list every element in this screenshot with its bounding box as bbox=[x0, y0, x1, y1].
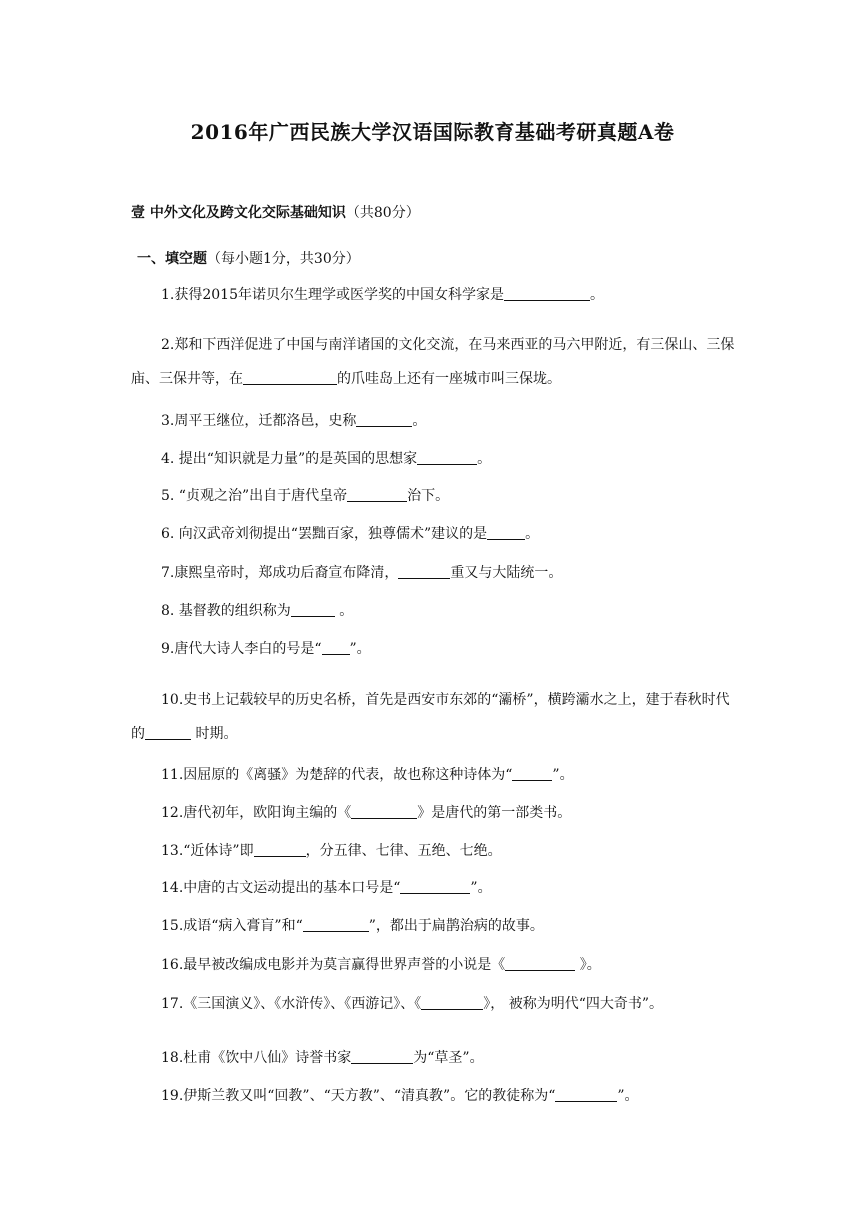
question-text-tail: ”。 bbox=[552, 767, 574, 783]
question-text-tail: 重又与大陆统一。 bbox=[450, 565, 563, 581]
answer-blank bbox=[400, 879, 470, 894]
question-text: 17.《三国演义》、《水浒传》、《西游记》、《 bbox=[161, 996, 422, 1012]
question-text: 15.成语“病入膏肓”和“ bbox=[161, 918, 303, 934]
answer-blank bbox=[351, 804, 417, 819]
question-text: 2.郑和下西洋促进了中国与南洋诸国的文化交流，在马来西亚的马六甲附近，有三保山、三保庙、三保井等，在 bbox=[131, 337, 735, 387]
answer-blank bbox=[303, 917, 369, 932]
question-text: 6. 向汉武帝刘彻提出“罢黜百家，独尊儒术”建议的是 bbox=[161, 526, 488, 542]
question-text-tail: 》是唐代的第一部类书。 bbox=[417, 805, 572, 821]
question-14 bbox=[131, 877, 736, 899]
question-text: 19.伊斯兰教又叫“回教”、“天方教”、“清真教”。它的教徒称为“ bbox=[161, 1088, 556, 1104]
question-1 bbox=[131, 284, 736, 306]
answer-blank bbox=[356, 412, 412, 427]
section-heading bbox=[131, 202, 420, 222]
question-4 bbox=[131, 448, 736, 470]
question-2 bbox=[131, 328, 736, 396]
answer-blank bbox=[243, 370, 337, 385]
question-text-tail: 治下。 bbox=[407, 488, 450, 504]
question-text: 1.获得2015年诺贝尔生理学或医学奖的中国女科学家是 bbox=[161, 287, 504, 303]
question-5 bbox=[131, 485, 736, 507]
answer-blank bbox=[145, 725, 191, 740]
question-text: 9.唐代大诗人李白的号是“ bbox=[161, 641, 322, 657]
section-label: 壹 中外文化及跨文化交际基础知识 bbox=[131, 205, 346, 221]
question-text-tail: 的爪哇岛上还有一座城市叫三保垅。 bbox=[337, 371, 561, 387]
answer-blank bbox=[291, 602, 335, 617]
section-note: （共80分） bbox=[345, 205, 420, 221]
question-12 bbox=[131, 802, 736, 824]
question-text-tail: ”。 bbox=[470, 880, 492, 896]
question-6 bbox=[131, 523, 736, 545]
question-text: 11.因屈原的《离骚》为楚辞的代表，故也称这种诗体为“ bbox=[161, 767, 513, 783]
question-text: 5. “贞观之治”出自于唐代皇帝 bbox=[161, 488, 348, 504]
question-19 bbox=[131, 1085, 736, 1107]
question-text: 4. 提出“知识就是力量”的是英国的思想家 bbox=[161, 451, 418, 467]
question-9 bbox=[131, 638, 736, 660]
answer-blank bbox=[417, 450, 477, 465]
question-text-tail: 》。 bbox=[575, 957, 601, 973]
question-text: 14.中唐的古文运动提出的基本口号是“ bbox=[161, 880, 401, 896]
answer-blank bbox=[398, 564, 450, 579]
question-text-tail: ”。 bbox=[617, 1088, 639, 1104]
answer-blank bbox=[555, 1087, 617, 1102]
answer-blank bbox=[347, 487, 407, 502]
answer-blank bbox=[254, 842, 306, 857]
subsection-label: 一、填空题 bbox=[137, 251, 207, 267]
question-text-tail: 。 bbox=[590, 287, 604, 303]
question-text: 7.康熙皇帝时，郑成功后裔宣布降清， bbox=[161, 565, 399, 581]
page-title: 2016年广西民族大学汉语国际教育基础考研真题A卷 bbox=[190, 120, 675, 144]
question-text-tail: ”。 bbox=[349, 641, 371, 657]
question-text-tail: 为“草圣”。 bbox=[413, 1050, 484, 1066]
question-text: 3.周平王继位，迁都洛邑，史称 bbox=[161, 413, 357, 429]
answer-blank bbox=[487, 525, 525, 540]
question-18 bbox=[131, 1047, 736, 1069]
question-17 bbox=[131, 993, 736, 1015]
answer-blank bbox=[504, 286, 590, 301]
question-16 bbox=[131, 954, 736, 976]
question-7 bbox=[131, 562, 736, 584]
question-text-tail: 。 bbox=[477, 451, 492, 467]
answer-blank bbox=[351, 1049, 413, 1064]
answer-blank bbox=[421, 995, 483, 1010]
question-13 bbox=[131, 840, 736, 862]
question-text: 12.唐代初年，欧阳询主编的《 bbox=[161, 805, 352, 821]
subsection-heading bbox=[137, 248, 360, 268]
subsection-note: （每小题1分，共30分） bbox=[207, 251, 360, 267]
question-text: 10.史书上记载较早的历史名桥，首先是西安市东郊的“灞桥”，横跨灞水之上，建于春秋时代的 bbox=[131, 692, 730, 742]
question-10 bbox=[131, 683, 736, 751]
question-text: 13.“近体诗”即 bbox=[161, 843, 254, 859]
question-text-tail: ，分五律、七律、五绝、七绝。 bbox=[305, 843, 502, 859]
question-text-tail: 。 bbox=[412, 413, 427, 429]
answer-blank bbox=[322, 640, 350, 655]
question-text: 16.最早被改编成电影并为莫言赢得世界声誉的小说是《 bbox=[161, 957, 506, 973]
question-text: 18.杜甫《饮中八仙》诗誉书家 bbox=[161, 1050, 352, 1066]
question-3 bbox=[131, 410, 736, 432]
answer-blank bbox=[505, 956, 575, 971]
question-8 bbox=[131, 600, 736, 622]
question-text-tail: 。 bbox=[525, 526, 540, 542]
question-text-tail: 》， 被称为明代“四大奇书”。 bbox=[483, 996, 664, 1012]
answer-blank bbox=[512, 766, 552, 781]
question-text-tail: 时期。 bbox=[191, 726, 238, 742]
question-text-tail: 。 bbox=[334, 603, 354, 619]
question-15 bbox=[131, 915, 736, 937]
question-text: 8. 基督教的组织称为 bbox=[161, 603, 291, 619]
question-11 bbox=[131, 764, 736, 786]
question-text-tail: ”，都出于扁鹊治病的故事。 bbox=[368, 918, 544, 934]
